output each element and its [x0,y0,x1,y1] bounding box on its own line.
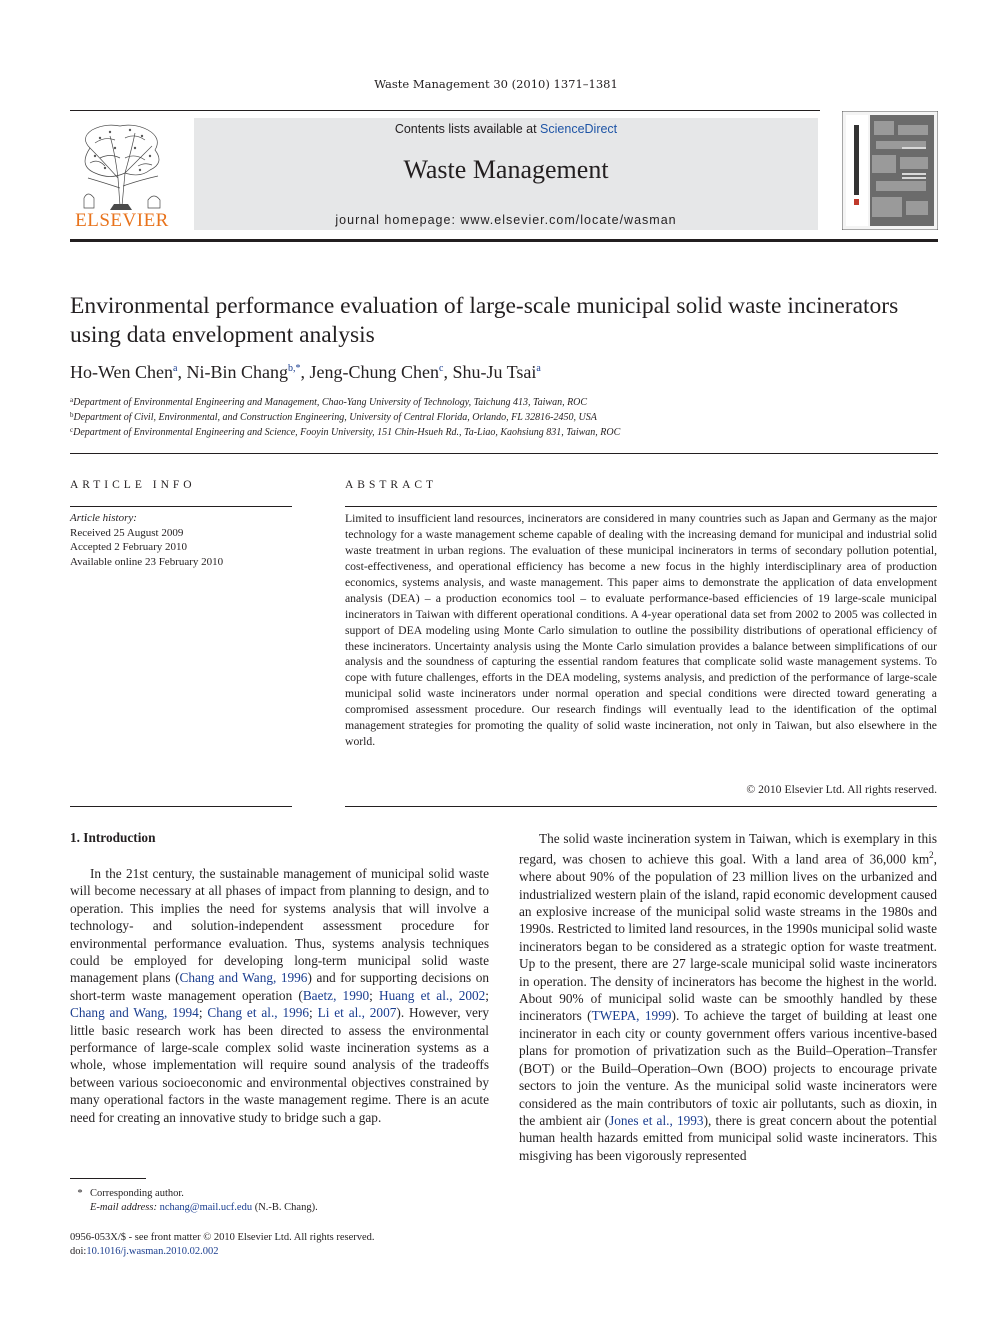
abstract-copyright: © 2010 Elsevier Ltd. All rights reserved. [746,783,937,796]
affiliation-text: Department of Civil, Environmental, and Construction Engineering, University of Central Florida, Orlando, FL 32816-2450, USA [73,412,597,423]
text-run: ; [485,987,489,1003]
abstract-bottom-rule [345,806,937,807]
contents-line [194,122,818,136]
header-thick-rule [70,239,938,242]
history-label: Article history: [70,512,137,524]
citation-link[interactable]: Chang and Wang, 1994 [70,1005,199,1021]
affiliation [70,411,597,423]
superscript: 2 [929,850,934,861]
paragraph [519,830,937,1164]
doi-line [70,1245,218,1259]
abstract-heading: ABSTRACT [345,479,438,491]
journal-citation: Waste Management 30 (2010) 1371–1381 [374,77,618,91]
body-right-column [519,830,937,1164]
author-name: Jeng-Chung Chen [309,362,439,382]
journal-cover-image [842,111,938,230]
affiliation-marker: b [70,411,74,419]
author-affil-marker[interactable]: b,* [287,363,301,374]
footnote-rule [70,1178,146,1179]
citation-link[interactable]: Chang et al., 1996 [207,1005,310,1021]
email-label: E-mail address: [90,1202,157,1213]
text-run: ; [369,987,379,1003]
text-run: ) and for supporting decisions on short-term waste management operation ( [70,970,490,1003]
header-rule [70,110,820,111]
author-name: Shu-Ju Tsai [452,362,537,382]
received-date: Received 25 August 2009 [70,526,184,539]
title-separator-rule [70,453,938,454]
author-affil-marker[interactable]: a [536,363,541,374]
online-date: Available online 23 February 2010 [70,555,224,568]
abstract-text: Limited to insufficient land resources, incinerators are considered in many countries such as Japan and Germany as the major technology for a waste management scheme capable of dealing with the increasing demand for municipal and industrial solid waste treatment in urban regions. The evaluation of these municipal incinerators in terms of secondary pollution potential, cost-effectiveness, and operational efficiency has become a new focus in the highly interdisciplinary area of production economics, systems analysis, and waste management. This paper aims to demonstrate the application of data envelopment analysis (DEA) – a production economics tool – to evaluate performance-based efficiencies of 19 large-scale municipal incinerators in Taiwan with different operational conditions. A 4-year operational data set from 2002 to 2005 was collected in support of DEA modeling using Monte Carlo simulation to outline the possibility distributions of operational efficiency of these incinerators. Uncertainty analysis using the Monte Carlo simulation provides a balance between simplifications of our analysis and the soundness of capturing the essential random features that complicate solid waste management systems. To cope with future challenges, efforts in the DEA modeling, systems analysis, and prediction of the performance of large-scale municipal solid waste incinerators under normal operation and special conditions were directed toward generating a compromised assessment procedure. Our research findings will eventually lead to the identification of the optimal management strategies for promoting the quality of solid waste incineration, not only in Taiwan, but also elsewhere in the world. [345,512,937,749]
article-info-bottom-rule [70,806,292,807]
doi-label: doi: [70,1246,87,1257]
elsevier-wordmark: ELSEVIER [75,210,169,231]
issn-line: 0956-053X/$ - see front matter © 2010 Elsevier Ltd. All rights reserved. [70,1232,375,1243]
footnote-star: * [77,1188,83,1199]
contents-prefix: Contents lists available at [394,122,541,136]
journal-title: Waste Management [403,155,609,184]
abstract-rule [345,506,937,507]
citation-link[interactable]: Jones et al., 1993 [609,1112,704,1128]
text-run: , where about 90% of the population of 23 million lives on the urbanized and industrialized western plain of the island, rapid economic development caused an explosive increase of the municipal solid waste streams in the 1980s and 1990s. Restricted to limited land resources, in the 1990s municipal solid waste incinerators began to be considered as a strategic option for waste treatment. Up to the present, there are 27 large-scale municipal solid waste incinerators in operation. The density of incinerators has become the highest in the world. About 90% of municipal solid waste can be smoothly handled by these incinerators ( [519,851,937,1024]
affiliation-text: Department of Environmental Engineering and Science, Fooyin University, 151 Chin-Hsueh Rd., Ta-Liao, Kaohsiung 831, Taiwan, ROC [73,427,621,438]
article-title: Environmental performance evaluation of large-scale municipal solid waste incinerators using data envelopment analysis [70,293,899,348]
author-name: Ho-Wen Chen [70,362,174,382]
text-run: ; [198,1005,208,1021]
article-info-rule [70,506,292,507]
author-affil-marker[interactable]: c [438,363,444,374]
citation-link[interactable]: Chang and Wang, 1996 [179,970,308,986]
email-suffix: (N.-B. Chang). [254,1202,318,1213]
doi-link[interactable]: 10.1016/j.wasman.2010.02.002 [86,1246,219,1257]
body-left-column [70,865,489,1126]
affiliation [70,396,587,408]
article-info-heading: ARTICLE INFO [70,479,196,491]
citation-link[interactable]: TWEPA, 1999 [591,1008,672,1024]
corresponding-footnote [70,1187,184,1201]
affiliation [70,426,620,438]
section-heading: 1. Introduction [70,830,156,845]
author-name: Ni-Bin Chang [186,362,288,382]
text-run: ; [309,1005,318,1021]
citation-link[interactable]: Baetz, 1990 [302,987,370,1003]
email-link[interactable]: nchang@mail.ucf.edu [159,1202,253,1213]
citation-link[interactable]: Huang et al., 2002 [378,987,486,1003]
author-affil-marker[interactable]: a [173,363,178,374]
text-run: In the 21st century, the sustainable management of municipal solid waste will become necessary at all phases of impact from planning to design, and to operation. This implies the need for systems analysis that will involve a technology- and solution-independent assessment procedure for environmental performance evaluation. Thus, systems analysis techniques could be employed for developing long-term municipal solid waste management plans ( [70,866,489,986]
text-run: ). To achieve the target of building at least one incinerator in each city or county government offers various incentive-based plans for promotion of privatization such as the Build–Operation–Transfer (BOT) or the Build–Operation–Own (BOO) projects to encourage private sectors to join the venture. As the municipal solid waste incinerators were considered as the main contributors of toxic air pollutants, such as dioxin, in the ambient air ( [519,1008,937,1128]
author-list: Ho-Wen Chen$^a$, Ni-Bin Chang$^{b,*}$, Jeng-Chung Chen$^c$, Shu-Ju Tsai$^a$ [70,362,541,382]
citation-link[interactable]: Li et al., 2007 [317,1005,397,1021]
accepted-date: Accepted 2 February 2010 [70,541,187,553]
corresponding-label: Corresponding author. [90,1188,184,1199]
affiliation-marker: a [70,396,74,404]
affiliation-marker: c [70,426,74,434]
text-run: ). However, very little basic research work has been directed to assess the environmental performance of large-scale complex solid waste incineration systems as a whole, whose implementation will require sound analysis of the tradeoffs between various socioeconomic and environmental objectives constrained by many operational factors in the waste management regime. There is an acute need for creating an innovative study to bridge such a gap. [70,1005,489,1125]
text-run: The solid waste incineration system in Taiwan, which is exemplary in this regard, was chosen to achieve this goal. With a land area of 36,000 km [519,831,937,867]
sciencedirect-link[interactable]: ScienceDirect [540,122,618,136]
article-history [70,511,223,569]
text-run: ), there is great concern about the potential human health hazards emitted from municipal solid waste incinerators. This misgiving has been vigorously represented [519,1112,937,1163]
affiliation-text: Department of Environmental Engineering and Management, Chao-Yang University of Technology, Taichung 413, Taiwan, ROC [73,397,588,408]
email-footnote [90,1201,318,1215]
paragraph [70,865,489,1126]
journal-homepage[interactable]: journal homepage: www.elsevier.com/locate/wasman [335,213,677,227]
